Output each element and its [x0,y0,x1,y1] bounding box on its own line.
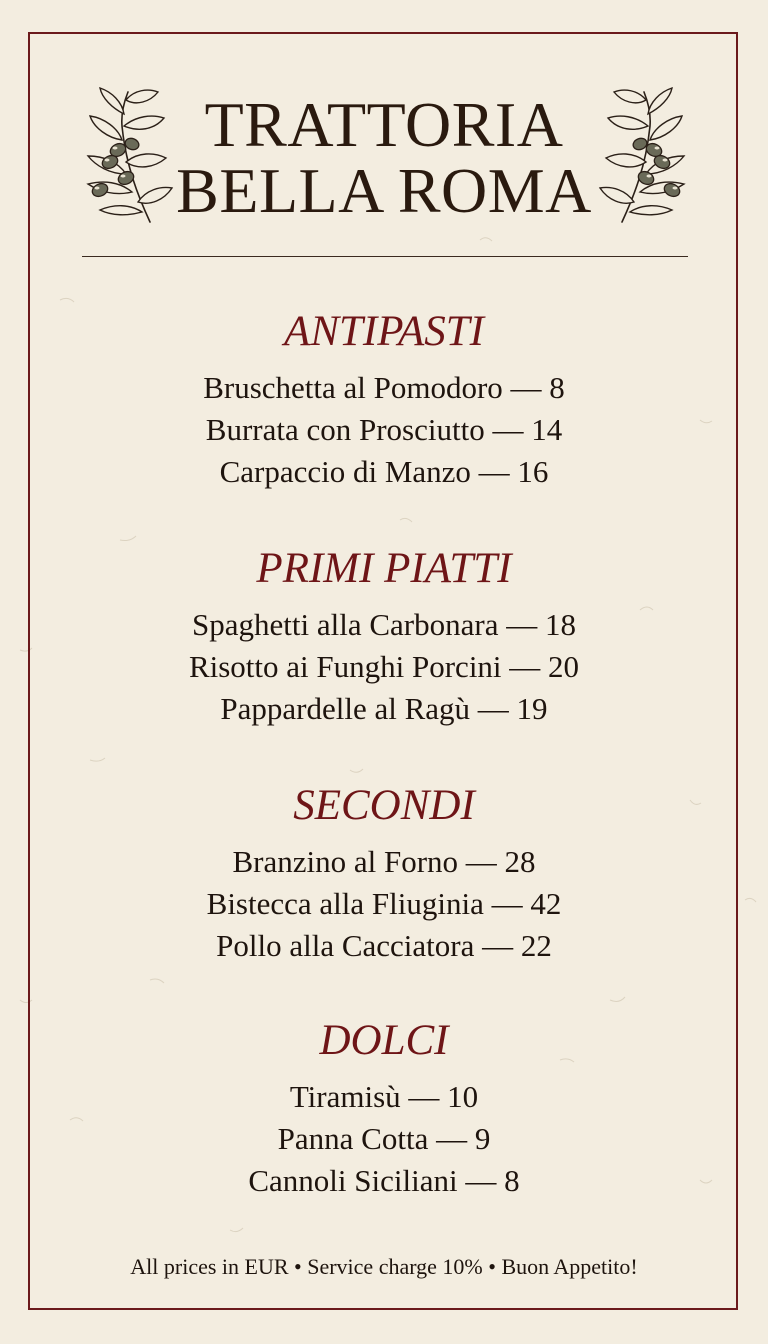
menu-item: Pappardelle al Ragù — 19 [220,691,548,726]
header-divider [82,256,688,257]
menu-item: Pollo alla Cacciatora — 22 [216,928,552,963]
olive-branch-icon [596,86,706,226]
menu-section-secondi [0,783,768,967]
menu-item: Spaghetti alla Carbonara — 18 [192,607,576,642]
menu-item: Panna Cotta — 9 [277,1121,491,1156]
menu-item: Tiramisù — 10 [289,1079,479,1114]
menu-item: Branzino al Forno — 28 [232,844,536,879]
menu-item: Carpaccio di Manzo — 16 [219,454,549,489]
menu-section-dolci [0,1018,768,1202]
restaurant-name-line1: TRATTORIA [204,89,564,160]
section-title: SECONDI [293,782,475,829]
menu-item: Cannoli Siciliani — 8 [248,1163,520,1198]
menu-item: Bistecca alla Fliuginia — 42 [206,886,562,921]
menu-section-antipasti [0,309,768,493]
section-title: ANTIPASTI [284,308,484,355]
menu-item: Bruschetta al Pomodoro — 8 [203,370,565,405]
section-title: PRIMI PIATTI [256,545,512,592]
menu-item: Risotto ai Funghi Porcini — 20 [188,649,580,684]
menu-item: Burrata con Prosciutto — 14 [205,412,563,447]
menu-footer: All prices in EUR • Service charge 10% • Buon Appetito! [130,1254,638,1279]
menu-header [0,86,768,236]
section-title: DOLCI [319,1017,449,1064]
restaurant-name-line2: BELLA ROMA [176,155,592,226]
menu-section-primi-piatti [0,546,768,730]
